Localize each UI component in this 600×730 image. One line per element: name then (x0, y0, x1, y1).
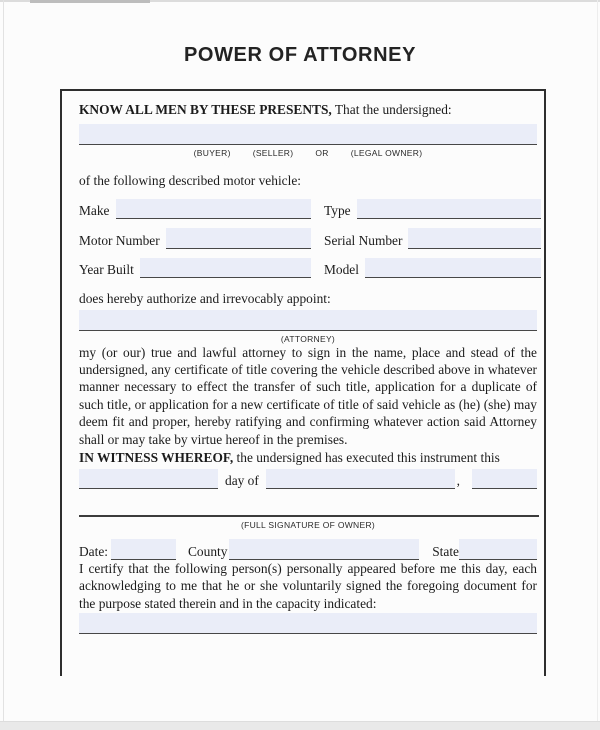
undersigned-field[interactable] (79, 124, 537, 145)
year-built-label: Year Built (79, 262, 134, 277)
month-field[interactable] (266, 469, 455, 490)
attorney-field[interactable] (79, 310, 537, 331)
owner-signature-line[interactable] (79, 515, 539, 517)
type-label: Type (324, 203, 351, 218)
witness-date-row (79, 469, 537, 490)
opening-statement-bold: KNOW ALL MEN BY THESE PRESENTS, (79, 102, 332, 117)
make-label: Make (79, 203, 110, 218)
role-captions (79, 148, 537, 158)
year-built-field[interactable] (140, 258, 311, 279)
appointment-body-paragraph: my (or our) true and lawful attorney to sign in the name, place and stead of the undersigned, any certificate of title covering the vehicle described above in whatever manner necessary to effect the transfer of such title, application for a duplicate of such title, or application for a new certificate of title of said vehicle as (he) (she) may deem fit and proper, hereby ratifying and confirming whatever action said Attorney shall or may take by virtue hereof in the premises. (79, 344, 537, 447)
make-field-row (79, 199, 311, 220)
serial-number-field-row (324, 228, 541, 249)
witness-statement-bold: IN WITNESS WHEREOF, (79, 449, 234, 465)
scan-artifact-bottom-band (0, 721, 600, 730)
date-label: Date: (79, 543, 108, 559)
date-field[interactable] (111, 539, 176, 560)
motor-number-label: Motor Number (79, 232, 160, 248)
attorney-caption: (ATTORNEY) (280, 333, 336, 344)
type-field-row (324, 199, 541, 220)
notary-date-row (79, 539, 537, 560)
county-field[interactable] (229, 539, 419, 560)
model-field-row (324, 258, 541, 279)
poa-form-box (60, 89, 546, 676)
motor-number-field[interactable] (166, 228, 311, 249)
opening-statement-rest: That the undersigned: (331, 102, 452, 117)
appoint-intro-text: does hereby authorize and irrevocably appoint: (79, 291, 331, 306)
state-field[interactable] (459, 539, 537, 560)
persons-field[interactable] (79, 613, 537, 634)
witness-statement-rest: the undersigned has executed this instrument this (233, 449, 500, 465)
or-caption: OR (315, 147, 329, 158)
county-label: County (188, 543, 228, 559)
vehicle-fields-grid (79, 199, 537, 279)
type-field[interactable] (357, 199, 541, 220)
vehicle-intro-text: of the following described motor vehicle: (79, 172, 301, 188)
legal-owner-caption: (LEGAL OWNER) (350, 147, 423, 158)
seller-caption: (SELLER) (252, 147, 294, 158)
scan-artifact-top-dark-segment (30, 0, 150, 3)
buyer-caption: (BUYER) (193, 147, 231, 158)
opening-statement (79, 102, 537, 118)
day-of-label: day of (225, 473, 259, 489)
model-field[interactable] (365, 258, 541, 279)
certify-paragraph: I certify that the following person(s) personally appeared before me this day, each acknowledging to me that he or she voluntarily signed the foregoing document for the purpose stated therein and in the capacity indicated: (79, 560, 537, 611)
model-label: Model (324, 262, 359, 277)
day-field[interactable] (79, 469, 218, 490)
motor-number-field-row (79, 228, 311, 249)
page-title: POWER OF ATTORNEY (183, 44, 417, 66)
scan-artifact-right-line (597, 0, 598, 730)
make-field[interactable] (116, 199, 312, 220)
comma-separator: , (456, 473, 460, 489)
owner-signature-caption: (FULL SIGNATURE OF OWNER) (240, 520, 376, 531)
state-label: State (432, 543, 459, 559)
witness-statement (79, 450, 537, 466)
serial-number-field[interactable] (408, 228, 541, 249)
year-field[interactable] (472, 469, 537, 490)
serial-number-label: Serial Number (324, 232, 403, 248)
year-built-field-row (79, 258, 311, 279)
scan-artifact-left-line (3, 0, 4, 730)
